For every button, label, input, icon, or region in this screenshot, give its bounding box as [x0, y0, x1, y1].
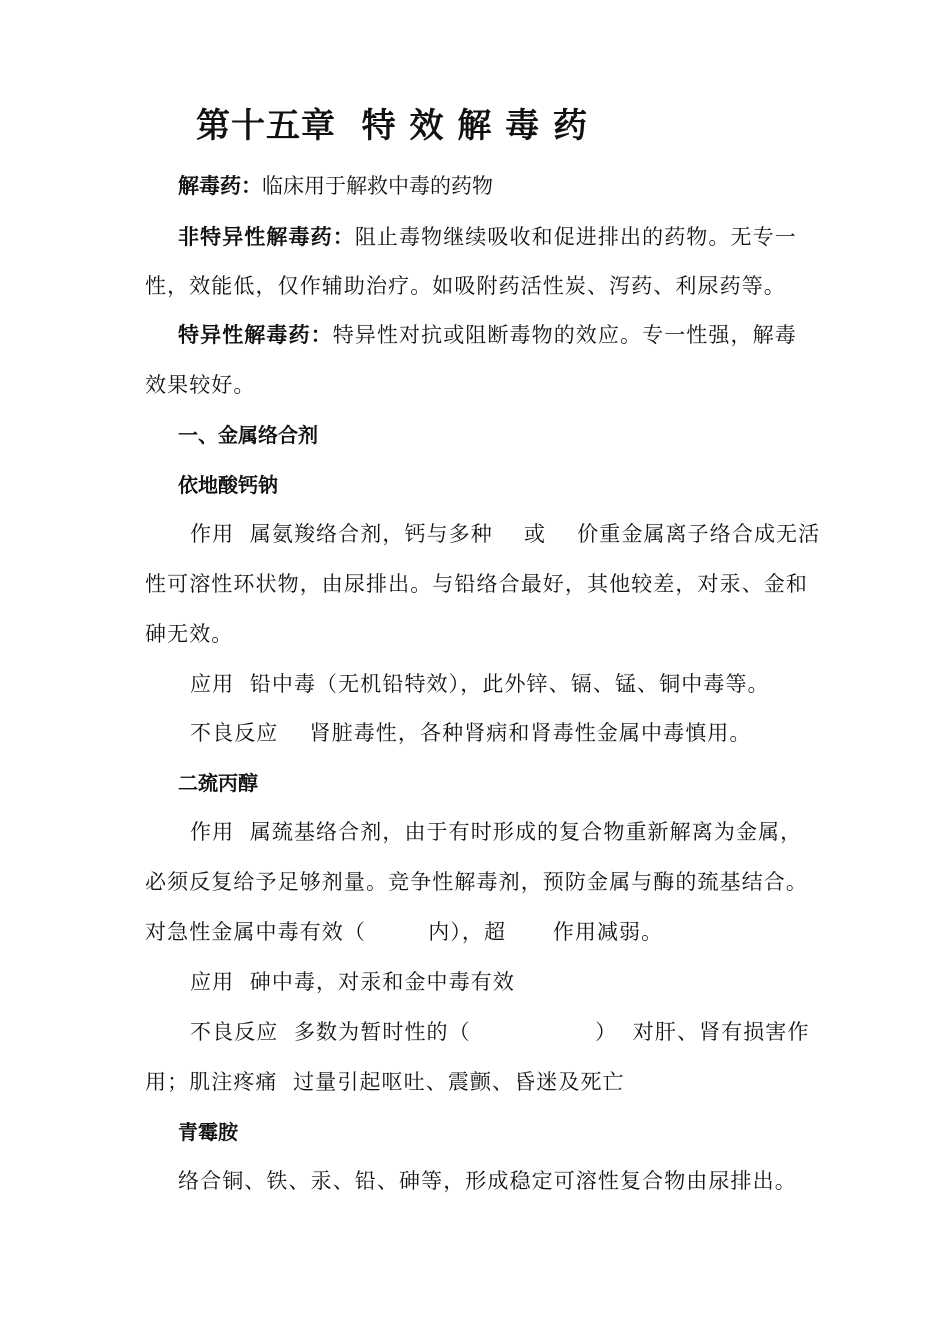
- text-nonspecific: 阻止毒物继续吸收和促进排出的药物。无专一: [354, 225, 797, 249]
- penicillamine-desc: 络合铜、铁、汞、铅、砷等，形成稳定可溶性复合物由尿排出。: [178, 1169, 797, 1193]
- drug-heading-dimercaprol: 二巯丙醇: [178, 771, 258, 795]
- dimercaprol-adverse-line2: 用；肌注疼痛 过量引起呕吐、震颤、昏迷及死亡: [145, 1070, 625, 1094]
- dimercaprol-action-line1: 作用 属巯基络合剂，由于有时形成的复合物重新解离为金属，: [190, 820, 803, 844]
- drug-heading-edta: 依地酸钙钠: [178, 473, 278, 497]
- edta-action-line3: 砷无效。: [145, 622, 234, 646]
- chapter-title: 第十五章 特 效 解 毒 药: [196, 106, 589, 146]
- definition-specific: [178, 320, 797, 350]
- drug-heading-penicillamine: 青霉胺: [178, 1120, 238, 1144]
- dimercaprol-action-line3: 对急性金属中毒有效（ 内），超 作用减弱。: [145, 920, 664, 944]
- text-antidote: 临床用于解救中毒的药物: [262, 174, 493, 198]
- definition-nonspecific-cont: 性，效能低，仅作辅助治疗。如吸附药活性炭、泻药、利尿药等。: [145, 274, 786, 298]
- definition-antidote: [178, 171, 493, 201]
- dimercaprol-adverse-line1: 不良反应 多数为暂时性的（ ） 对肝、肾有损害作: [190, 1020, 810, 1044]
- edta-action-line2: 性可溶性环状物，由尿排出。与铅络合最好，其他较差，对汞、金和: [145, 572, 808, 596]
- definition-specific-cont: 效果较好。: [145, 373, 256, 397]
- dimercaprol-action-line2: 必须反复给予足够剂量。竞争性解毒剂，预防金属与酶的巯基结合。: [145, 870, 808, 894]
- term-specific: 特异性解毒药：: [178, 323, 333, 347]
- section-heading-metal-chelators: 一、金属络合剂: [178, 423, 318, 447]
- edta-use: 应用 铅中毒（无机铅特效），此外锌、镉、锰、铜中毒等。: [190, 672, 770, 696]
- term-antidote: 解毒药：: [178, 174, 262, 198]
- dimercaprol-use: 应用 砷中毒，对汞和金中毒有效: [190, 970, 515, 994]
- edta-adverse: 不良反应 肾脏毒性，各种肾病和肾毒性金属中毒慎用。: [190, 721, 752, 745]
- term-nonspecific: 非特异性解毒药：: [178, 225, 355, 249]
- text-specific: 特异性对抗或阻断毒物的效应。专一性强，解毒: [332, 323, 797, 347]
- edta-action-line1: 作用 属氨羧络合剂，钙与多种 或 价重金属离子络合成无活: [190, 522, 821, 546]
- definition-nonspecific: [178, 222, 797, 252]
